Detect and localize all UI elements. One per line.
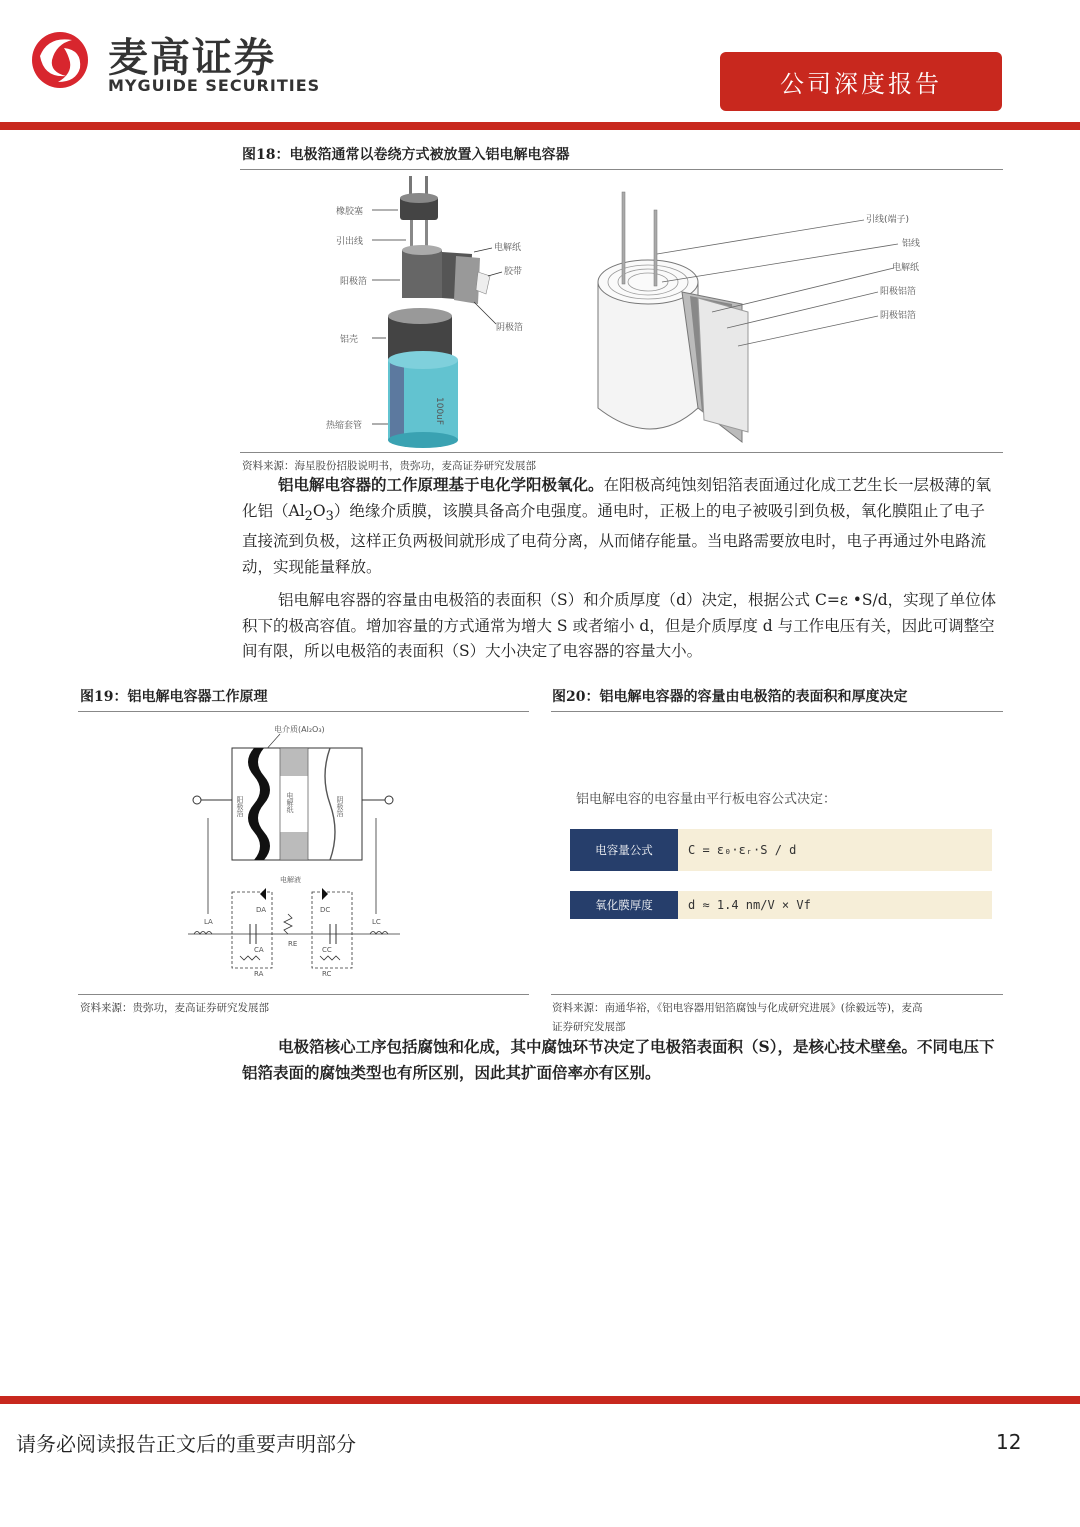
figure-18-rule-bottom: [240, 452, 1003, 453]
formula-label-oxide-thickness: 氧化膜厚度: [570, 891, 678, 919]
label-ca: CA: [254, 946, 264, 954]
label-anode-aluminum-foil: 阳极铝箔: [880, 287, 917, 297]
label-paper: 电解纸: [286, 792, 294, 813]
footer-divider: [0, 1396, 1080, 1404]
paragraph-capacitance-text: 铝电解电容器的容量由电极箔的表面积（S）和介质厚度（d）决定，根据公式 C=ε •S/d，实现了单位体积下的极高容值。增加容量的方式通常为增大 S 或者缩小 d，但是介质厚度 d 与工作电压有关，因此可调整空间有限，所以电极箔的表面积（S）大小决定了电容器的容量大小。: [242, 591, 997, 660]
paragraph-text-b: O: [312, 501, 326, 520]
label-cathode-foil: 阴极箔: [496, 323, 524, 333]
footer-disclaimer: 请务必阅读报告正文后的重要声明部分: [16, 1432, 356, 1456]
paragraph-text-a: 在阳极高纯蚀刻铝箔表面通过化成工艺生长一层极薄的氧化铝（Al: [242, 476, 992, 520]
figure-19-title: 图19：铝电解电容器工作原理: [80, 689, 268, 705]
label-da: DA: [256, 906, 267, 914]
figure-20-source-line1: 资料来源：南通华裕，《铝电容器用铝箔腐蚀与化成研究进展》(徐毅远等)，麦高: [552, 1002, 923, 1014]
figure-20-rule-top: [551, 711, 1003, 712]
paragraph-corrosion-text: 电极箔核心工序包括腐蚀和化成，其中腐蚀环节决定了电极箔表面积（S），是核心技术壁垒。不同电压下铝箔表面的腐蚀类型也有所区别，因此其扩面倍率亦有区别。: [242, 1037, 995, 1082]
label-electrolyte: 电解液: [280, 876, 301, 884]
label-rubber-plug: 橡胶塞: [336, 207, 364, 217]
subscript-3: 3: [325, 508, 334, 524]
label-paper-right: 电解纸: [892, 263, 920, 273]
figure-18-source: 资料来源：海星股份招股说明书，贵弥功，麦高证券研究发展部: [242, 460, 536, 472]
figure-18-rule-top: [240, 169, 1003, 170]
logo-text-cn: 麦高证券: [108, 35, 276, 81]
label-heat-shrink-sleeve: 热缩套管: [326, 421, 363, 431]
label-aluminum-wire: 铝线: [902, 239, 921, 249]
figure-19-source: 资料来源：贵弥功，麦高证券研究发展部: [80, 1002, 269, 1014]
formula-value-oxide-thickness: d ≈ 1.4 nm/V × Vf: [678, 891, 992, 919]
label-cathode-aluminum-foil: 阴极铝箔: [880, 311, 917, 321]
label-anode: 阳极箔: [236, 796, 244, 817]
figure-19-rule-top: [78, 711, 529, 712]
figure-18-title: 图18：电极箔通常以卷绕方式被放置入铝电解电容器: [242, 147, 570, 163]
figure-20-source-line2: 证券研究发展部: [552, 1021, 626, 1033]
paragraph-capacitance: [242, 588, 998, 665]
label-re: RE: [288, 940, 298, 948]
label-tape: 胶带: [504, 267, 523, 277]
company-logo: [26, 26, 96, 92]
label-lead-terminal: 引线(端子): [866, 215, 910, 225]
label-aluminum-case: 铝壳: [340, 335, 359, 345]
figure-19-rule-bottom: [78, 994, 529, 995]
label-ra: RA: [254, 970, 264, 978]
paragraph-lead-sentence: 铝电解电容器的工作原理基于电化学阳极氧化。: [278, 475, 604, 494]
formula-row-oxide-thickness: [570, 891, 992, 919]
figure-18-image: [242, 172, 1002, 450]
label-anode-foil: 阳极箔: [340, 277, 368, 287]
label-lead-wire: 引出线: [336, 237, 364, 247]
paragraph-corrosion: [242, 1034, 998, 1085]
header-divider: [0, 122, 1080, 130]
logo-text-en: MYGUIDE SECURITIES: [108, 76, 321, 95]
label-cc: CC: [322, 946, 332, 954]
label-dc: DC: [320, 906, 331, 914]
formula-row-capacitance: [570, 829, 992, 871]
label-la: LA: [204, 918, 213, 926]
formula-value-capacitance: C = ε₀·εᵣ·S / d: [678, 829, 992, 871]
label-electrolytic-paper: 电解纸: [494, 243, 522, 253]
label-rc: RC: [322, 970, 332, 978]
paragraph-text-c: ）绝缘介质膜，该膜具备高介电强度。通电时，正极上的电子被吸引到负极，氧化膜阻止了电子直接流到负极，这样正负两极间就形成了电荷分离，从而储存能量。当电路需要放电时，电子再通过外电路流动，实现能量释放。: [242, 501, 987, 576]
subscript-2: 2: [304, 508, 313, 524]
label-lc: LC: [372, 918, 381, 926]
exploded-capacitor-diagram: [326, 176, 523, 448]
figure-20-rule-bottom: [551, 994, 1003, 995]
can-marking: 100uF: [434, 397, 444, 426]
report-type-badge: 公司深度报告: [720, 52, 1002, 111]
label-cathode: 阴极箔: [336, 796, 344, 817]
wound-roll-diagram: [598, 192, 920, 442]
label-dielectric: 电介质(Al₂O₃): [274, 725, 325, 734]
formula-label-capacitance: 电容量公式: [570, 829, 678, 871]
paragraph-working-principle: [242, 472, 998, 580]
page-number: 12: [996, 1430, 1022, 1454]
figure-19-image: [180, 718, 410, 988]
figure-20-title: 图20：铝电解电容器的容量由电极箔的表面积和厚度决定: [552, 689, 908, 705]
figure-20-intro: 铝电解电容的电容量由平行板电容公式决定：: [576, 792, 837, 807]
